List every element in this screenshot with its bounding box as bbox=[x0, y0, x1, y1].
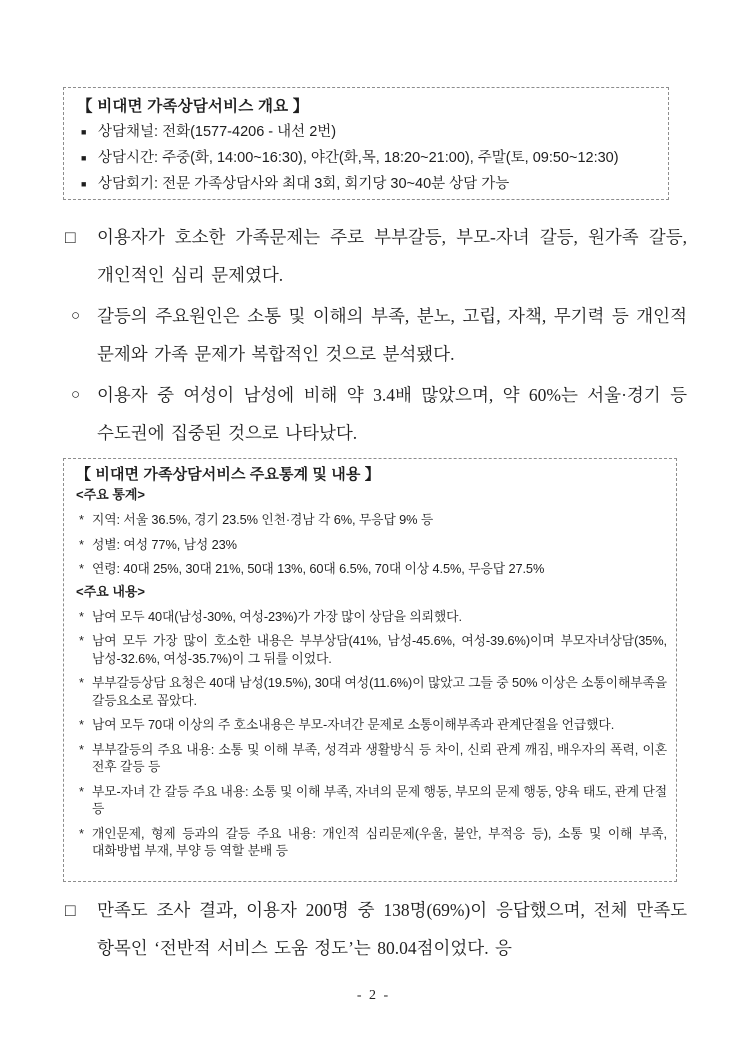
paragraph bbox=[65, 297, 687, 373]
circle-list-marker: ○ bbox=[71, 308, 81, 324]
stat-item-text: 남여 모두 가장 많이 호소한 내용은 부부상담(41%, 남성-45.6%, 여성-39.6%)이며 부모자녀상담(35%, 남성-32.6%, 여성-35.7%)이 그 뒤를 이었다. bbox=[92, 633, 667, 666]
overview-item-text: 상담회기: 전문 가족상담사와 최대 3회, 회기당 30~40분 상담 가능 bbox=[98, 176, 510, 192]
asterisk-bullet-icon: * bbox=[79, 783, 84, 799]
stat-item-text: 부모-자녀 간 갈등 주요 내용: 소통 및 이해 부족, 자녀의 문제 행동, 부모의 문제 행동, 양육 태도, 관계 단절 등 bbox=[92, 783, 667, 816]
overview-item bbox=[77, 172, 658, 197]
stat-item bbox=[76, 608, 667, 626]
paragraph-text: 이용자가 호소한 가족문제는 주로 부부갈등, 부모-자녀 갈등, 원가족 갈등, 개인적인 심리 문제였다. bbox=[97, 227, 687, 285]
asterisk-bullet-icon: * bbox=[79, 717, 84, 732]
page-number: - 2 - bbox=[356, 988, 391, 1003]
stat-item bbox=[76, 741, 667, 776]
stat-item bbox=[76, 716, 667, 734]
stat-item bbox=[76, 783, 667, 818]
stat-item bbox=[76, 511, 667, 529]
asterisk-bullet-icon: * bbox=[79, 741, 84, 757]
stat-item-text: 부부갈등의 주요 내용: 소통 및 이해 부족, 성격과 생활방식 등 차이, 신뢰 관계 깨짐, 배우자의 폭력, 이혼 전후 갈등 등 bbox=[92, 741, 667, 774]
stats-box bbox=[63, 458, 677, 882]
stat-item-text: 부부갈등상담 요청은 40대 남성(19.5%), 30대 여성(11.6%)이 많았고 그들 중 50% 이상은 소통이해부족을 갈등요소로 꼽았다. bbox=[92, 675, 667, 708]
overview-box bbox=[63, 87, 669, 200]
asterisk-bullet-icon: * bbox=[79, 608, 84, 624]
paragraph-text: 이용자 중 여성이 남성에 비해 약 3.4배 많았으며, 약 60%는 서울·경기 등 수도권에 집중된 것으로 나타났다. bbox=[97, 385, 687, 443]
overview-item-text: 상담시간: 주중(화, 14:00~16:30), 야간(화,목, 18:20~21:00), 주말(토, 09:50~12:30) bbox=[98, 150, 619, 166]
closing-paragraph-block bbox=[65, 891, 687, 970]
asterisk-bullet-icon: * bbox=[79, 536, 84, 552]
stat-item bbox=[76, 560, 667, 578]
paragraph-text: 만족도 조사 결과, 이용자 200명 중 138명(69%)이 응답했으며, 전체 만족도 항목인 ‘전반적 서비스 도움 정도’는 80.04점이었다. 응 bbox=[97, 900, 687, 958]
square-list-marker: □ bbox=[65, 900, 76, 920]
overview-box-title: 【 비대면 가족상담서비스 개요 】 bbox=[77, 98, 309, 115]
summary-paragraphs bbox=[65, 218, 687, 455]
stat-item-text: 남여 모두 70대 이상의 주 호소내용은 부모-자녀간 문제로 소통이해부족과 관계단절을 언급했다. bbox=[92, 717, 615, 732]
asterisk-bullet-icon: * bbox=[79, 633, 84, 648]
overview-item bbox=[77, 146, 658, 171]
stat-item-text: 개인문제, 형제 등과의 갈등 주요 내용: 개인적 심리문제(우울, 불안, 부적응 등), 소통 및 이해 부족, 대화방법 부재, 부양 등 역할 분배 등 bbox=[92, 825, 667, 858]
overview-item-text: 상담채널: 전화(1577-4206 - 내선 2번) bbox=[98, 124, 337, 140]
stat-item-text: 성별: 여성 77%, 남성 23% bbox=[92, 536, 237, 552]
paragraph bbox=[65, 891, 687, 967]
stats-section-heading: <주요 내용> bbox=[76, 583, 146, 599]
stat-item bbox=[76, 632, 667, 667]
stat-item-text: 연령: 40대 25%, 30대 21%, 50대 13%, 60대 6.5%, 70대 이상 4.5%, 무응답 27.5% bbox=[92, 561, 545, 576]
circle-list-marker: ○ bbox=[71, 387, 81, 403]
stats-section-heading: <주요 통계> bbox=[76, 487, 146, 502]
square-list-marker: □ bbox=[65, 227, 76, 247]
paragraph-text: 갈등의 주요원인은 소통 및 이해의 부족, 분노, 고립, 자책, 무기력 등 개인적 문제와 가족 문제가 복합적인 것으로 분석됐다. bbox=[97, 306, 687, 364]
square-bullet-icon: ■ bbox=[81, 127, 87, 137]
stat-item bbox=[76, 825, 667, 860]
stat-item bbox=[76, 536, 667, 554]
asterisk-bullet-icon: * bbox=[79, 825, 84, 841]
asterisk-bullet-icon: * bbox=[79, 675, 84, 690]
stats-box-title: 【 비대면 가족상담서비스 주요통계 및 내용 】 bbox=[76, 466, 380, 483]
paragraph bbox=[65, 218, 687, 294]
square-bullet-icon: ■ bbox=[81, 179, 87, 189]
overview-item bbox=[77, 120, 658, 145]
stat-item-text: 지역: 서울 36.5%, 경기 23.5% 인천·경남 각 6%, 무응답 9% 등 bbox=[92, 512, 434, 527]
stat-item-text: 남여 모두 40대(남성-30%, 여성-23%)가 가장 많이 상담을 의뢰했다. bbox=[92, 608, 462, 624]
square-bullet-icon: ■ bbox=[81, 153, 87, 163]
paragraph bbox=[65, 376, 687, 452]
stat-item bbox=[76, 674, 667, 709]
asterisk-bullet-icon: * bbox=[79, 561, 84, 576]
asterisk-bullet-icon: * bbox=[79, 512, 84, 527]
